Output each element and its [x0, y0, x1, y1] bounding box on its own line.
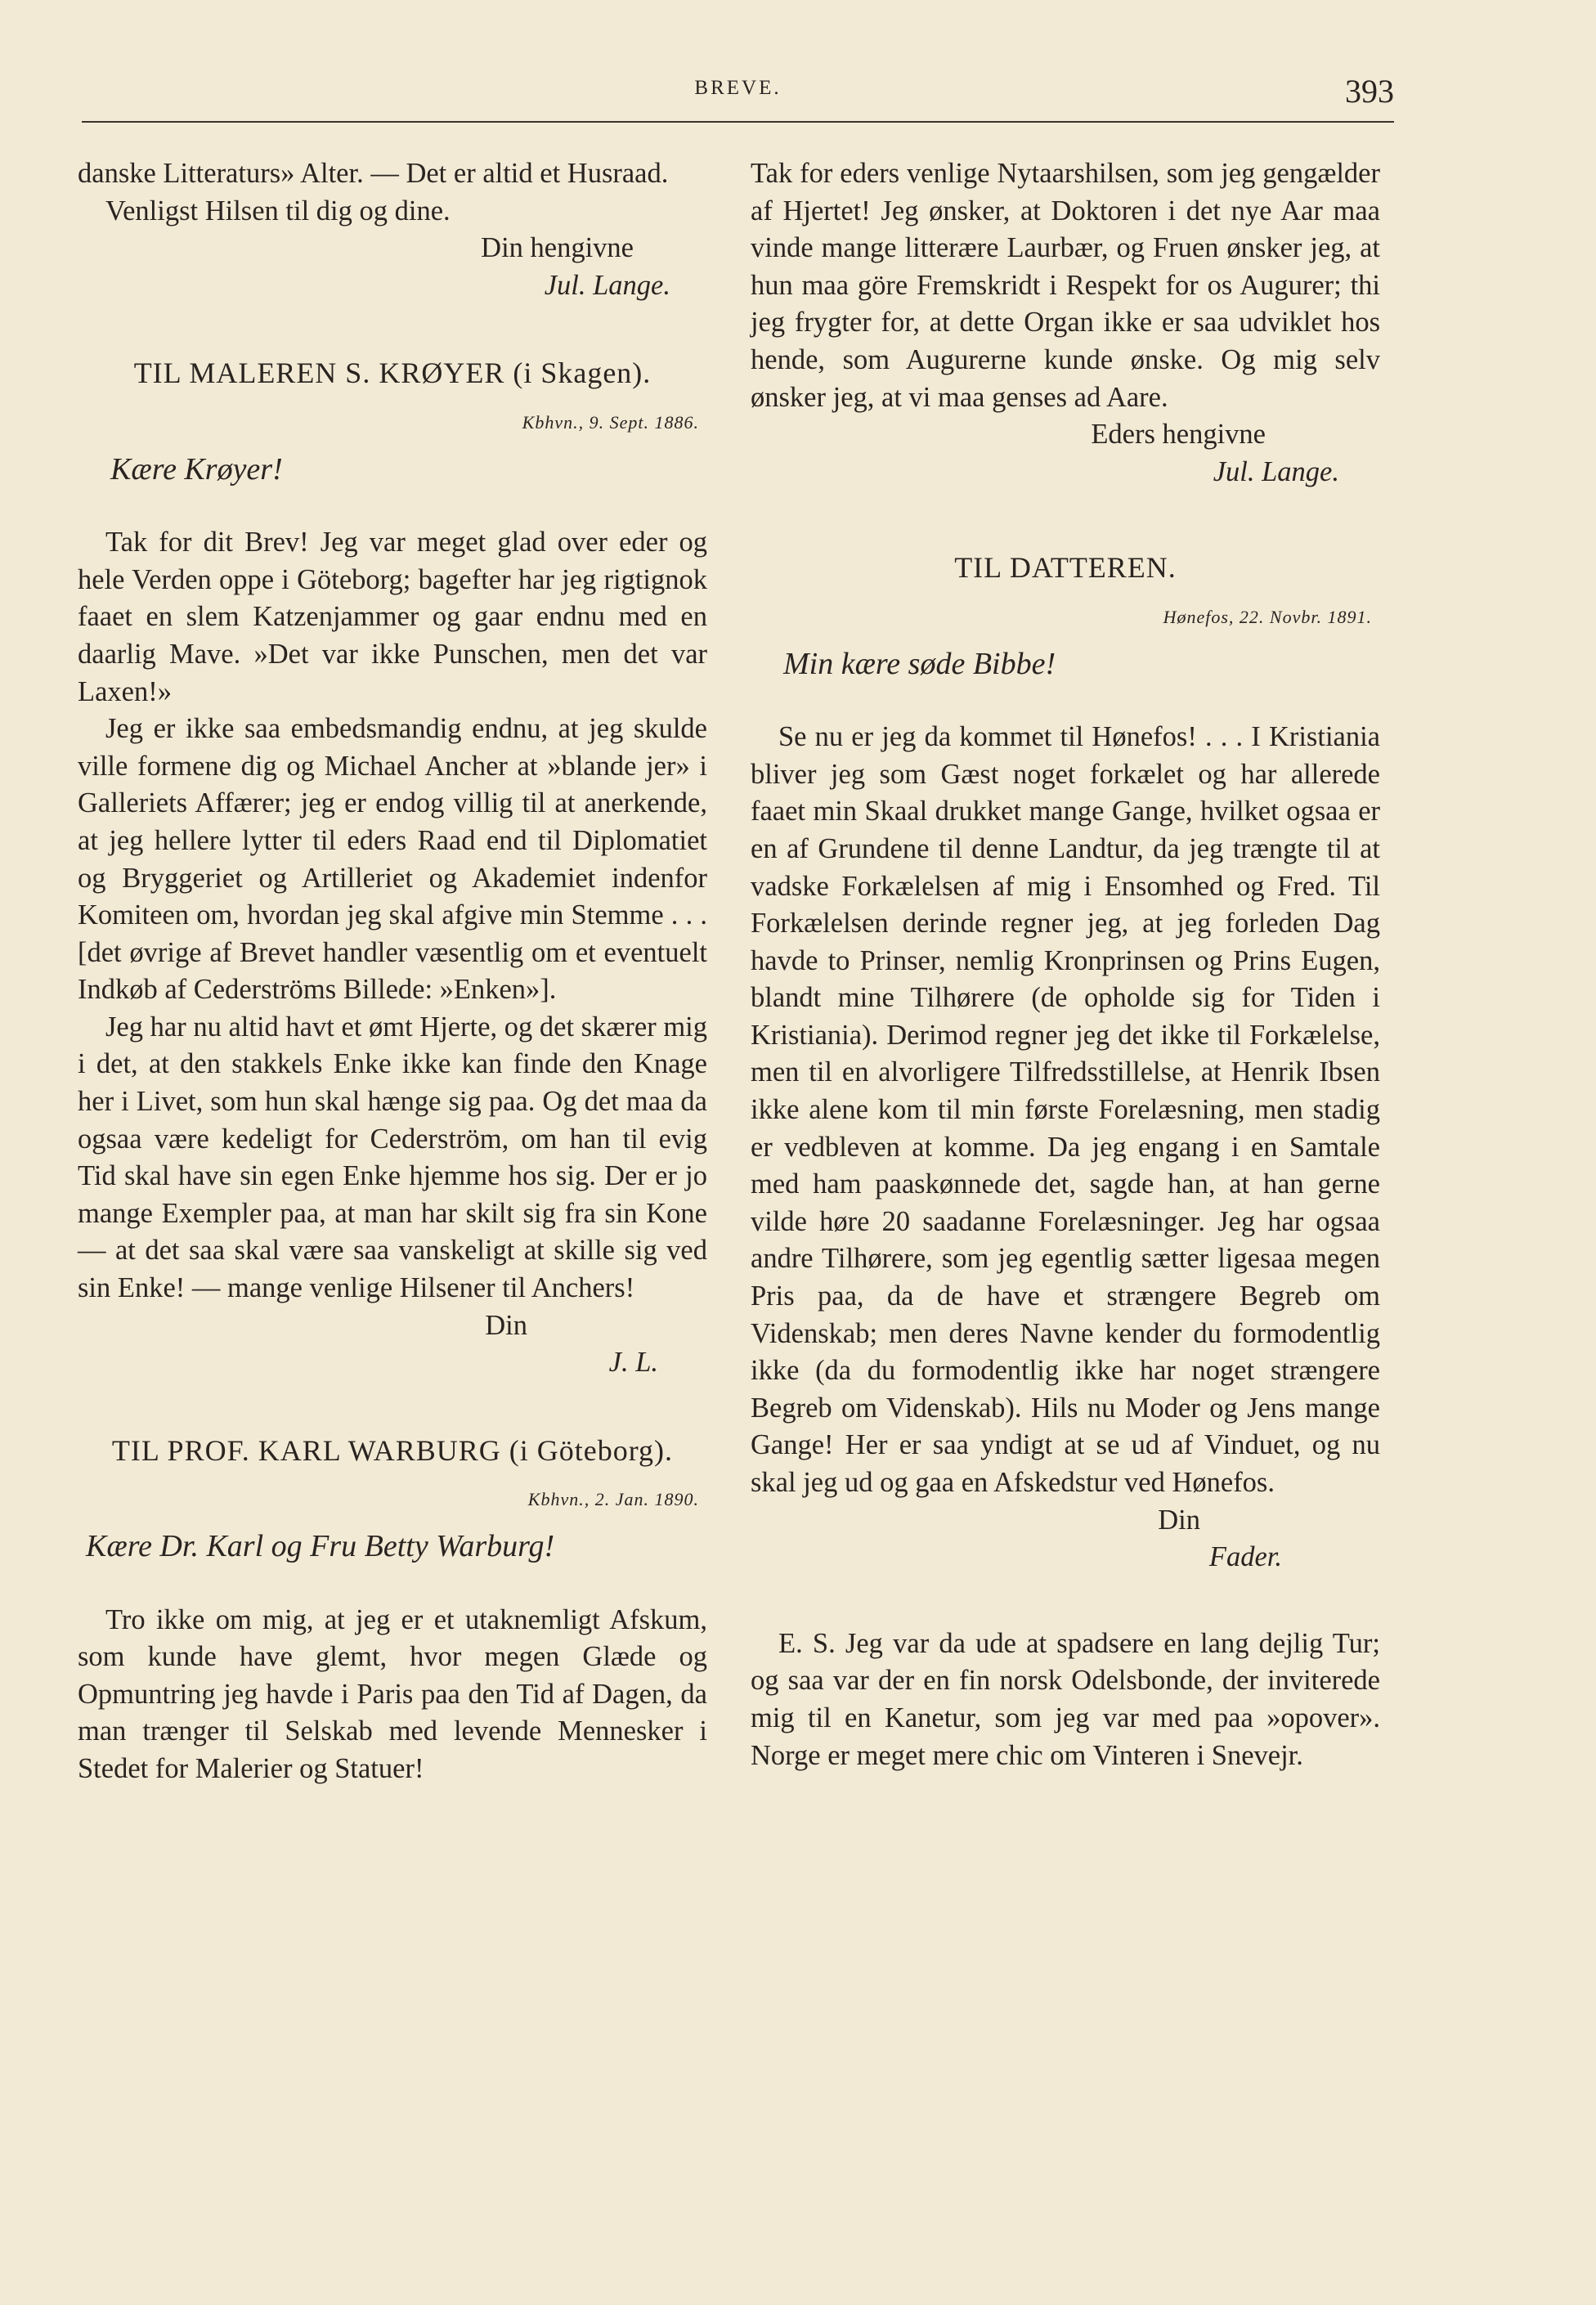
- signature: Jul. Lange.: [544, 269, 670, 301]
- paragraph: Tak for dit Brev! Jeg var meget glad over eder og hele Verden oppe i Göteborg; bagefter har jeg rigtignok faaet en slem Katzenjammer og gaar endnu med en daarlig Mave. »Det var ikke Punschen, men det var Laxen!»: [78, 527, 707, 707]
- dateline: Kbhvn., 9. Sept. 1886.: [522, 411, 699, 433]
- page-header: [82, 75, 1394, 118]
- letter-heading: TIL DATTEREN.: [954, 551, 1177, 585]
- closing: Eders hengivne: [1091, 419, 1266, 451]
- signature: Jul. Lange.: [1213, 455, 1339, 487]
- signature: J. L.: [608, 1347, 658, 1379]
- letter-heading: TIL MALEREN S. KRØYER (i Skagen).: [133, 357, 652, 390]
- page-number: 393: [1345, 73, 1394, 110]
- closing: Din: [1158, 1504, 1200, 1536]
- paragraph: danske Litteraturs» Alter. — Det er altid et Husraad.: [78, 158, 669, 189]
- dateline: Kbhvn., 2. Jan. 1890.: [527, 1489, 699, 1510]
- greeting: Venligst Hilsen til dig og dine.: [105, 195, 451, 226]
- salutation: Kære Krøyer!: [110, 451, 283, 487]
- letter-heading: TIL PROF. KARL WARBURG (i Göteborg).: [111, 1433, 674, 1467]
- closing: Din hengivne: [481, 232, 634, 264]
- spacer: [751, 1576, 1380, 1626]
- postscript: E. S. Jeg var da ude at spadsere en lang dejlig Tur; og saa var der en fin norsk Odelsbonde, der inviterede mig til en Kanetur, som jeg var med paa »opover». Norge er meget mere chic om Vinteren i Snevejr.: [751, 1627, 1380, 1771]
- paragraph: Se nu er jeg da kommet til Hønefos! . . . I Kristiania bliver jeg som Gæst noget forkælet og har allerede faaet min Skaal drukket mange Gange, hvilket ogsaa er en af Grundene til denne Landtur, da jeg trængte til at vadske Forkælelsen af mig i Ensomhed og Fred. Til Forkælelsen derinde regner jeg, at jeg forleden Dag havde to Prinser, nemlig Kronprinsen og Prins Eugen, blandt mine Tilhørere (de opholde sig for Tiden i Kristiania). Derimod regner jeg det ikke til Forkælelse, men til en alvorligere Tilfredsstillelse, at Henrik Ibsen ikke alene kom til min første Forelæsning, men stadig er vedbleven at komme. Da jeg engang i en Samtale med ham paaskønnede det, sagde han, at han gerne vilde høre 20 saadanne Forelæsninger. Jeg har ogsaa andre Tilhørere, som jeg egentlig sætter ligesaa megen Pris paa, da de have et strængere Begreb om Videnskab; men deres Navne kender du formodentlig ikke (da du formodentlig ikke har noget strængere Begreb om Videnskab). Hils nu Moder og Jens mange Gange! Her er saa yndigt at se ud af Vinduet, og nu skal jeg ud og gaa en Afskedstur ved Hønefos.: [751, 721, 1380, 1498]
- dateline: Hønefos, 22. Novbr. 1891.: [1163, 606, 1372, 627]
- paragraph: Tro ikke om mig, at jeg er et utaknemligt Afskum, som kunde have glemt, hvor megen Glæde og Opmuntring jeg havde i Paris paa den Tid af Dagen, da man trænger til Selskab med levende Mennesker i Stedet for Malerier og Statuer!: [78, 1603, 707, 1784]
- running-head: BREVE.: [694, 77, 782, 99]
- signature: Fader.: [1208, 1541, 1282, 1573]
- header-rule: [82, 121, 1394, 123]
- salutation: Min kære søde Bibbe!: [783, 646, 1056, 681]
- salutation: Kære Dr. Karl og Fru Betty Warburg!: [86, 1529, 555, 1563]
- paragraph: Tak for eders venlige Nytaarshilsen, som jeg gengælder af Hjertet! Jeg ønsker, at Doktoren i det nye Aar maa vinde mange litterære Laurbær, og Fruen ønsker jeg, at hun maa göre Fremskridt i Respekt for os Augurer; thi jeg frygter for, at dette Organ ikke er saa udviklet hos hende, som Augurerne kunde ønske. Og mig selv ønsker jeg, at vi maa genses ad Aare.: [751, 158, 1380, 413]
- paragraph: Jeg er ikke saa embedsmandig endnu, at jeg skulde ville formene dig og Michael Ancher at »blande jer» i Galleriets Affærer; jeg er endog villig til at anerkende, at jeg hellere lytter til eders Raad end til Diplomatiet og Bryggeriet og Artilleriet og Akademiet indenfor Komiteen om, hvordan jeg skal afgive min Stemme . . . [det øvrige af Brevet handler væsentlig om et eventuelt Indkøb af Cederströms Billede: »Enken»].: [78, 713, 707, 1006]
- paragraph: Jeg har nu altid havt et ømt Hjerte, og det skærer mig i det, at den stakkels Enke ikke kan finde den Knage her i Livet, som hun skal hænge sig paa. Og det maa da ogsaa være kedeligt for Cederström, om han til evig Tid skal have sin egen Enke hjemme hos sig. Der er jo mange Exempler paa, at man har skilt sig fra sin Kone — at det saa skal være saa vanskeligt at skille sig ved sin Enke! — mange venlige Hilsener til Anchers!: [78, 1011, 707, 1304]
- right-column: [751, 155, 1380, 1774]
- left-column: [78, 155, 707, 1788]
- closing: Din: [485, 1309, 527, 1341]
